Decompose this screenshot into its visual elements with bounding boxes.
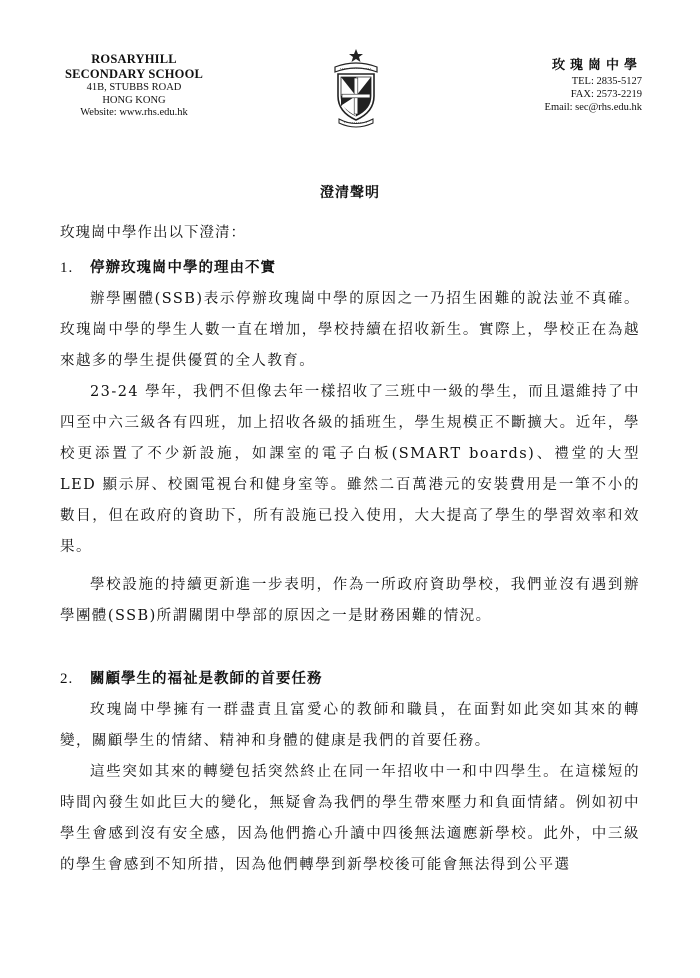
section-1-paragraph-1: 辦學團體(SSB)表示停辦玫瑰崗中學的原因之一乃招生困難的說法並不真確。玫瑰崗中學的學生人數一直在增加，學校持續在招收新生。實際上，學校正在為越來越多的學生提供優質的全人教育。 (60, 291, 640, 369)
intro-text: 玫瑰崗中學作出以下澄清： (60, 225, 246, 241)
document-title: 澄清聲明 (320, 185, 380, 201)
section-2-heading-text: 關顧學生的福祉是教師的首要任務 (90, 670, 323, 687)
section-2-paragraph-1: 玫瑰崗中學擁有一群盡責且富愛心的教師和職員，在面對如此突如其來的轉變，關顧學生的情緒、精神和身體的健康是我們的首要任務。 (60, 702, 640, 749)
school-name-en-line2: SECONDARY SCHOOL (64, 67, 204, 81)
section-1-paragraph-3: 學校設施的持續更新進一步表明，作為一所政府資助學校，我們並沒有遇到辦學團體(SSB)所謂關閉中學部的原因之一是財務困難的情況。 (60, 577, 640, 624)
fax-text: FAX: 2573-2219 (570, 89, 642, 100)
email-text: Email: sec@rhs.edu.hk (544, 102, 642, 113)
school-name-en-line1: ROSARYHILL (91, 52, 177, 66)
letterhead-english (44, 52, 224, 120)
letterhead-chinese (482, 56, 642, 114)
school-name-zh: 玫瑰崗中學 (551, 57, 642, 72)
section-1-heading (60, 256, 640, 277)
address-line2: HONG KONG (102, 94, 166, 106)
section-1-number: 1. (60, 260, 74, 276)
website-text: Website: www.rhs.edu.hk (80, 107, 188, 118)
school-crest-icon (331, 48, 381, 128)
section-1-paragraph-2: 23-24 學年，我們不但像去年一樣招收了三班中一級的學生，而且還維持了中四至中六三級各有四班，加上招收各級的插班生，學生規模正不斷擴大。近年，學校更添置了不少新設施，如課室的電子白板(SMART boards)、禮堂的大型 LED 顯示屏、校園電視台和健身室等。雖然二百萬港元的安裝費用是一筆不小的數目，但在政府的資助下，所有設施已投入使用，大大提高了學生的學習效率和效果。 (60, 384, 640, 555)
address-line1: 41B, STUBBS ROAD (86, 82, 182, 93)
section-2-paragraph-2: 這些突如其來的轉變包括突然終止在同一年招收中一和中四學生。在這樣短的時間內發生如此巨大的變化，無疑會為我們的學生帶來壓力和負面情緒。例如初中學生會感到沒有安全感，因為他們擔心升讀中四後無法適應新學校。此外，中三級的學生會感到不知所措，因為他們轉學到新學校後可能會無法得到公平選 (60, 764, 640, 873)
section-2-number: 2. (60, 671, 74, 687)
section-2-heading (60, 667, 640, 688)
telephone-text: TEL: 2835-5127 (571, 76, 642, 87)
section-1-heading-text: 停辦玫瑰崗中學的理由不實 (90, 259, 276, 276)
